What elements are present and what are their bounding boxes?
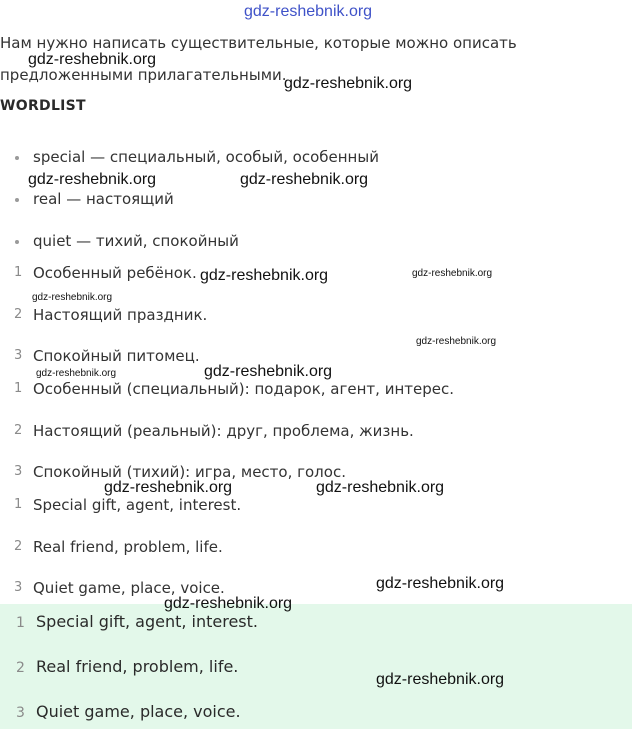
watermark: gdz-reshebnik.org bbox=[28, 171, 157, 188]
wordlist-item-text: special — специальный, особый, особенный bbox=[33, 148, 379, 166]
watermark: gdz-reshebnik.org bbox=[376, 671, 505, 688]
english-answer-text: Special gift, agent, interest. bbox=[33, 496, 242, 514]
watermark: gdz-reshebnik.org bbox=[240, 171, 369, 188]
watermark: gdz-reshebnik.org bbox=[36, 368, 117, 379]
item-number: 1 bbox=[14, 265, 23, 280]
item-number: 3 bbox=[14, 348, 23, 363]
item-number: 2 bbox=[16, 660, 25, 676]
item-number: 1 bbox=[14, 381, 23, 396]
highlighted-answer-text: Special gift, agent, interest. bbox=[36, 612, 258, 631]
watermark: gdz-reshebnik.org bbox=[316, 479, 445, 496]
answer-text: Спокойный (тихий): игра, место, голос. bbox=[33, 463, 346, 481]
watermark: gdz-reshebnik.org bbox=[204, 363, 333, 380]
example-text: Спокойный питомец. bbox=[33, 347, 200, 365]
watermark: gdz-reshebnik.org bbox=[412, 268, 493, 279]
english-answer-text: Quiet game, place, voice. bbox=[33, 579, 225, 597]
wordlist-heading: WORDLIST bbox=[0, 98, 86, 114]
wordlist-item-text: quiet — тихий, спокойный bbox=[33, 232, 239, 250]
bullet-icon bbox=[15, 198, 19, 202]
item-number: 2 bbox=[14, 423, 23, 438]
item-number: 3 bbox=[16, 705, 25, 721]
highlighted-answer-text: Real friend, problem, life. bbox=[36, 657, 239, 676]
bullet-icon bbox=[15, 156, 19, 160]
watermark: gdz-reshebnik.org bbox=[284, 75, 413, 92]
watermark: gdz-reshebnik.org bbox=[28, 51, 157, 68]
bullet-icon bbox=[15, 240, 19, 244]
watermark-top: gdz-reshebnik.org bbox=[244, 3, 373, 20]
item-number: 2 bbox=[14, 539, 23, 554]
item-number: 1 bbox=[14, 497, 23, 512]
answer-text: Особенный (специальный): подарок, агент, интерес. bbox=[33, 380, 454, 398]
answer-text: Настоящий (реальный): друг, проблема, жизнь. bbox=[33, 422, 414, 440]
example-text: Особенный ребёнок. bbox=[33, 264, 197, 282]
watermark: gdz-reshebnik.org bbox=[200, 267, 329, 284]
highlighted-answer-text: Quiet game, place, voice. bbox=[36, 702, 241, 721]
watermark: gdz-reshebnik.org bbox=[164, 595, 293, 612]
wordlist-item-text: real — настоящий bbox=[33, 190, 174, 208]
intro-line-1: Нам нужно написать существительные, которые можно описать bbox=[0, 34, 517, 52]
watermark: gdz-reshebnik.org bbox=[32, 292, 113, 303]
item-number: 3 bbox=[14, 580, 23, 595]
item-number: 3 bbox=[14, 464, 23, 479]
watermark: gdz-reshebnik.org bbox=[376, 575, 505, 592]
watermark: gdz-reshebnik.org bbox=[104, 479, 233, 496]
item-number: 2 bbox=[14, 307, 23, 322]
item-number: 1 bbox=[16, 615, 25, 631]
watermark: gdz-reshebnik.org bbox=[416, 336, 497, 347]
example-text: Настоящий праздник. bbox=[33, 306, 208, 324]
highlighted-answer-panel bbox=[0, 604, 632, 729]
english-answer-text: Real friend, problem, life. bbox=[33, 538, 223, 556]
intro-line-2: предложенными прилагательными. bbox=[0, 66, 287, 84]
